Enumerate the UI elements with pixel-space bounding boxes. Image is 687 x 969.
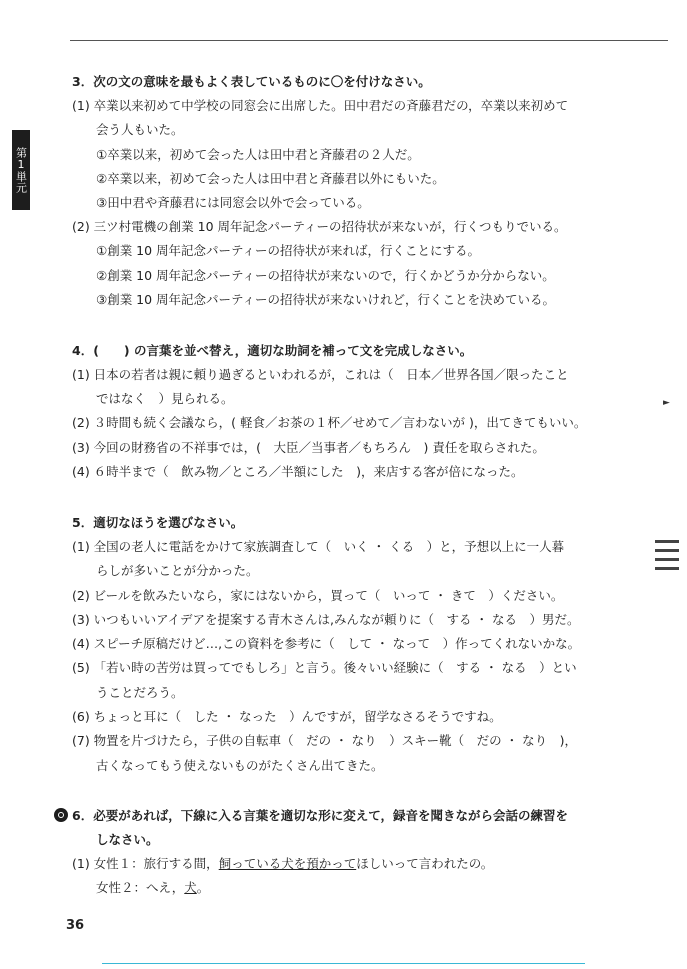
s4-q4: (4) ６時半まで（ 飲み物／ところ／半額にした )，来店する客が倍になった。	[72, 464, 524, 479]
s4-q1-line2: ではなく ）見られる。	[96, 391, 234, 406]
s5-q4: (4) スピーチ原稿だけど…,この資料を参考に（ して ・ なって ）作ってくれないかな。	[72, 636, 581, 651]
top-rule	[70, 40, 668, 41]
s6-q1-line1	[72, 856, 493, 872]
s5-q5-line1: (5) 「若い時の苦労は買ってでもしろ」と言う。後々いい経験に（ する ・ なる ）とい	[72, 660, 577, 675]
s3-q1-option2: ②卒業以来，初めて会った人は田中君と斉藤君以外にもいた。	[96, 171, 445, 186]
section-5-title: 5．適切なほうを選びなさい。	[72, 515, 244, 530]
s3-q2-option3: ③創業 10 周年記念パーティーの招待状が来ないけれど，行くことを決めている。	[96, 292, 556, 307]
section-3-title: 3．次の文の意味を最もよく表しているものに〇を付けなさい。	[72, 74, 431, 89]
margin-arrow-mark: ►	[663, 398, 670, 408]
s4-q2: (2) ３時間も続く会議なら，( 軽食／お茶の１杯／せめて／言わないが )，出てきてもいい。	[72, 415, 587, 430]
s3-q1-line1: (1) 卒業以来初めて中学校の同窓会に出席した。田中君だの斉藤君だの，卒業以来初めて	[72, 98, 569, 113]
s3-q1-option3: ③田中君や斉藤君には同窓会以外で会っている。	[96, 195, 370, 210]
s3-q1-option1: ①卒業以来，初めて会った人は田中君と斉藤君の２人だ。	[96, 147, 420, 162]
s6-q1-line2-underlined: 犬	[184, 880, 197, 895]
page-number: 36	[66, 918, 85, 933]
margin-marks	[655, 540, 679, 620]
s5-q1-line2: らしが多いことが分かった。	[96, 563, 259, 578]
s6-q1-suffix: ほしいって言われたの。	[356, 856, 494, 871]
s3-q2-option1: ①創業 10 周年記念パーティーの招待状が来れば，行くことにする。	[96, 243, 481, 258]
s5-q6: (6) ちょっと耳に（ した ・ なった ）んですが，留学なさるそうですね。	[72, 709, 502, 724]
s3-q2-line1: (2) 三ツ村電機の創業 10 周年記念パーティーの招待状が来ないが，行くつもりでいる。	[72, 219, 567, 234]
unit-side-tab: 第1単元	[12, 130, 30, 210]
s6-q1-line2	[96, 880, 209, 896]
s3-q1-line2: 会う人もいた。	[96, 122, 184, 137]
s5-q1-line1: (1) 全国の老人に電話をかけて家族調査して（ いく ・ くる ）と，予想以上に一人暮	[72, 539, 565, 554]
section-6-title-line2: しなさい。	[96, 832, 159, 847]
s5-q3: (3) いつもいいアイデアを提案する青木さんは,みんなが頼りに（ する ・ なる ）男だ。	[72, 612, 580, 627]
s6-q1-prefix: (1) 女性１：旅行する間，	[72, 856, 219, 871]
section-6-title-text: 6．必要があれば，下線に入る言葉を適切な形に変えて，録音を聞きながら会話の練習を	[72, 808, 568, 823]
s5-q7-line1: (7) 物置を片づけたら，子供の自転車（ だの ・ なり ）スキー靴（ だの ・ なり )，	[72, 733, 577, 748]
s6-q1-underlined: 飼っている犬を預かって	[218, 856, 357, 871]
s4-q3: (3) 今回の財務省の不祥事では，( 大臣／当事者／もちろん ) 責任を取らされた。	[72, 440, 545, 455]
s6-q1-line2-suffix: 。	[196, 880, 210, 895]
s5-q7-line2: 古くなってもう使えないものがたくさん出てきた。	[96, 758, 384, 773]
s4-q1-line1: (1) 日本の若者は親に頼り過ぎるといわれるが，これは（ 日本／世界各国／限ったこと	[72, 367, 569, 382]
s6-q1-line2-prefix: 女性２：へえ，	[96, 880, 185, 895]
section-4-title: 4．( ) の言葉を並べ替え，適切な助詞を補って文を完成しなさい。	[72, 343, 473, 358]
s5-q2: (2) ビールを飲みたいなら，家にはないから，買って（ いって ・ きて ）ください。	[72, 588, 564, 603]
s3-q2-option2: ②創業 10 周年記念パーティーの招待状が来ないので，行くかどうか分からない。	[96, 268, 555, 283]
bottom-rule	[102, 963, 585, 964]
section-6-title-line1	[54, 808, 568, 824]
cd-icon	[54, 808, 68, 822]
s5-q5-line2: うことだろう。	[96, 685, 184, 700]
